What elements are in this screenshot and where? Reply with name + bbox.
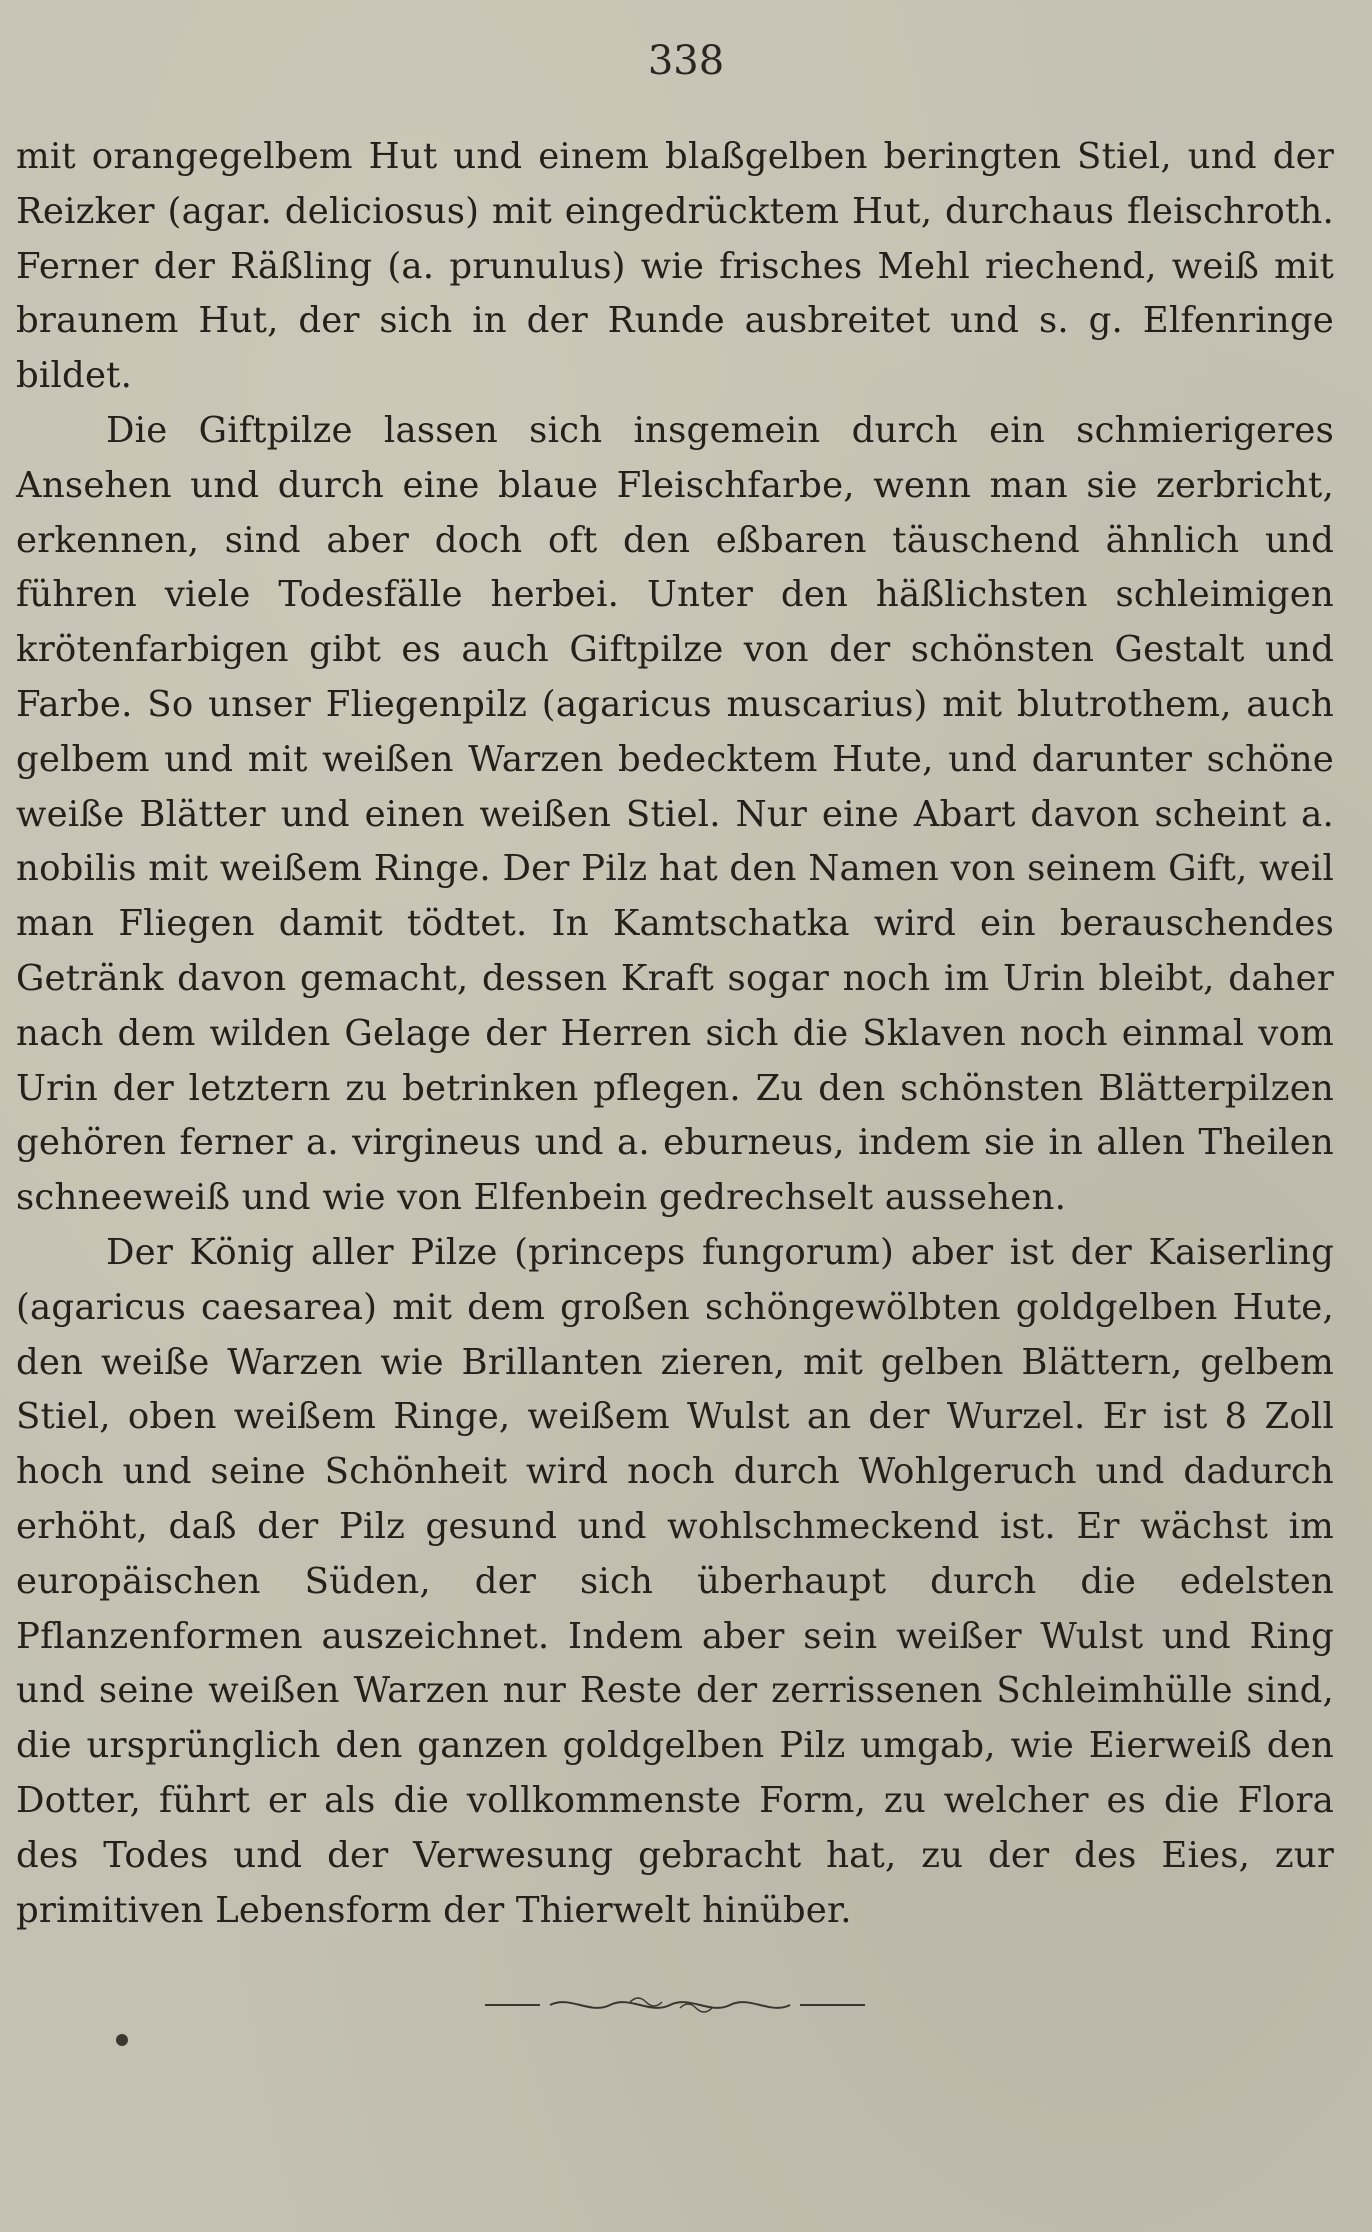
paragraph-1: mit orangegelbem Hut und einem blaßgelben beringten Stiel, und der Reizker (agar. deliciosus) mit eingedrücktem Hut, durchaus fleischroth. Ferner der Räßling (a. prunulus) wie frisches Mehl riechend, weiß mit braunem Hut, der sich in der Runde ausbreitet und s. g. Elfenringe bildet. bbox=[16, 136, 1334, 397]
paragraph-2: Die Giftpilze lassen sich insgemein durch ein schmierigeres Ansehen und durch eine blaue Fleischfarbe, wenn man sie zerbricht, erkennen, sind aber doch oft den eßbaren täuschend ähnlich und führen viele Todesfälle herbei. Unter den häßlichsten schleimigen krötenfarbigen gibt es auch Giftpilze von der schönsten Gestalt und Farbe. So unser Fliegenpilz (agaricus muscarius) mit blutrothem, auch gelbem und mit weißen Warzen bedecktem Hute, und darunter schöne weiße Blätter und einen weißen Stiel. Nur eine Abart davon scheint a. nobilis mit weißem Ringe. Der Pilz hat den Namen von seinem Gift, weil man Fliegen damit tödtet. In Kamtschatka wird ein berauschendes Getränk davon gemacht, dessen Kraft sogar noch im Urin bleibt, daher nach dem wilden Gelage der Herren sich die Sklaven noch einmal vom Urin der letztern zu betrinken pflegen. Zu den schönsten Blätterpilzen gehören ferner a. virgineus und a. eburneus, indem sie in allen Theilen schneeweiß und wie von Elfenbein gedrechselt aussehen. bbox=[16, 409, 1334, 1219]
end-ornament bbox=[480, 1990, 870, 2020]
body-text bbox=[16, 130, 1334, 1938]
paragraph-3: Der König aller Pilze (princeps fungorum) aber ist der Kaiserling (agaricus caesarea) mit dem großen schöngewölbten goldgelben Hute, den weiße Warzen wie Brillanten zieren, mit gelben Blättern, gelbem Stiel, oben weißem Ringe, weißem Wulst an der Wurzel. Er ist 8 Zoll hoch und seine Schönheit wird noch durch Wohlgeruch und dadurch erhöht, daß der Pilz gesund und wohlschmeckend ist. Er wächst im europäischen Süden, der sich überhaupt durch die edelsten Pflanzenformen auszeichnet. Indem aber sein weißer Wulst und Ring und seine weißen Warzen nur Reste der zerrissenen Schleimhülle sind, die ursprünglich den ganzen goldgelben Pilz umgab, wie Eierweiß den Dotter, führt er als die vollkommenste Form, zu welcher es die Flora des Todes und der Verwesung gebracht hat, zu der des Eies, zur primitiven Lebensform der Thierwelt hinüber. bbox=[16, 1231, 1334, 1931]
ink-spot bbox=[116, 2034, 128, 2046]
page-number: 338 bbox=[647, 38, 725, 84]
